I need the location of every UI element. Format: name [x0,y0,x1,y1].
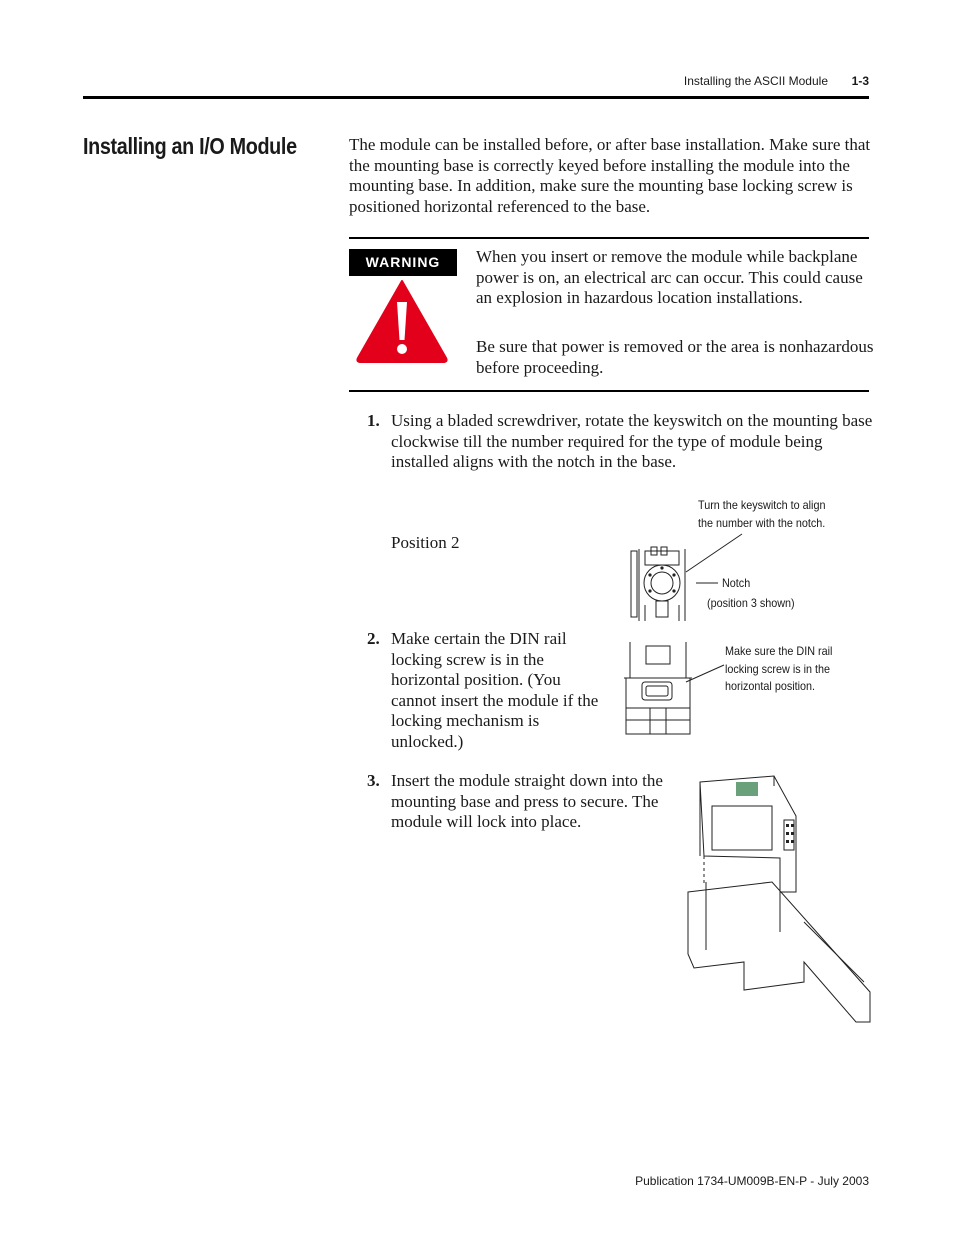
module-insertion-figure [684,772,874,1024]
callout-line: horizontal position. [725,679,816,693]
publication-footer: Publication 1734-UM009B-EN-P - July 2003 [635,1174,869,1188]
callout-line: Make sure the DIN rail [725,644,833,658]
warning-paragraph: When you insert or remove the module while backplane power is on, an electrical arc can occur. This could cause an explosion in hazardous location installations. [476,247,863,307]
keyswitch-callout [698,497,825,532]
warning-label: WARNING [349,249,457,276]
callout-line: locking screw is in the [725,661,831,676]
warning-rule-bottom [349,390,869,392]
step-text: Using a bladed screwdriver, rotate the keyswitch on the mounting base clockwise till the number required for the type of module being installed aligns with the notch in the base. [391,411,873,471]
page-number: 1-3 [851,74,869,88]
warning-triangle-icon [355,278,449,364]
header-rule [83,96,869,99]
intro-paragraph: The module can be installed before, or after base installation. Make sure that the mounting base is correctly keyed before installing the module into the mounting base. In addition, make sure the mounting base locking screw is positioned horizontal referenced to the base. [349,135,871,216]
notch-callout: Notch [722,576,751,590]
warning-paragraph: Be sure that power is removed or the area is nonhazardous before proceeding. [476,337,874,377]
step-text: Make certain the DIN rail locking screw is in the horizontal position. (You cannot insert the module if the locking mechanism is unlocked.) [391,629,599,751]
callout-line: the number with the notch. [698,515,826,530]
callout-line: Turn the keyswitch to align [698,498,826,512]
position-label: Position 2 [391,533,460,552]
step-text: Insert the module straight down into the mounting base and press to secure. The module will lock into place. [391,771,663,831]
running-header: Installing the ASCII Module [683,74,828,88]
step-number: 2. [367,629,380,648]
notch-position-callout: (position 3 shown) [707,596,795,610]
step-number: 3. [367,771,380,790]
warning-rule-top [349,237,869,239]
step-number: 1. [367,411,380,430]
section-title: Installing an I/O Module [83,133,297,159]
din-rail-callout [725,643,832,696]
